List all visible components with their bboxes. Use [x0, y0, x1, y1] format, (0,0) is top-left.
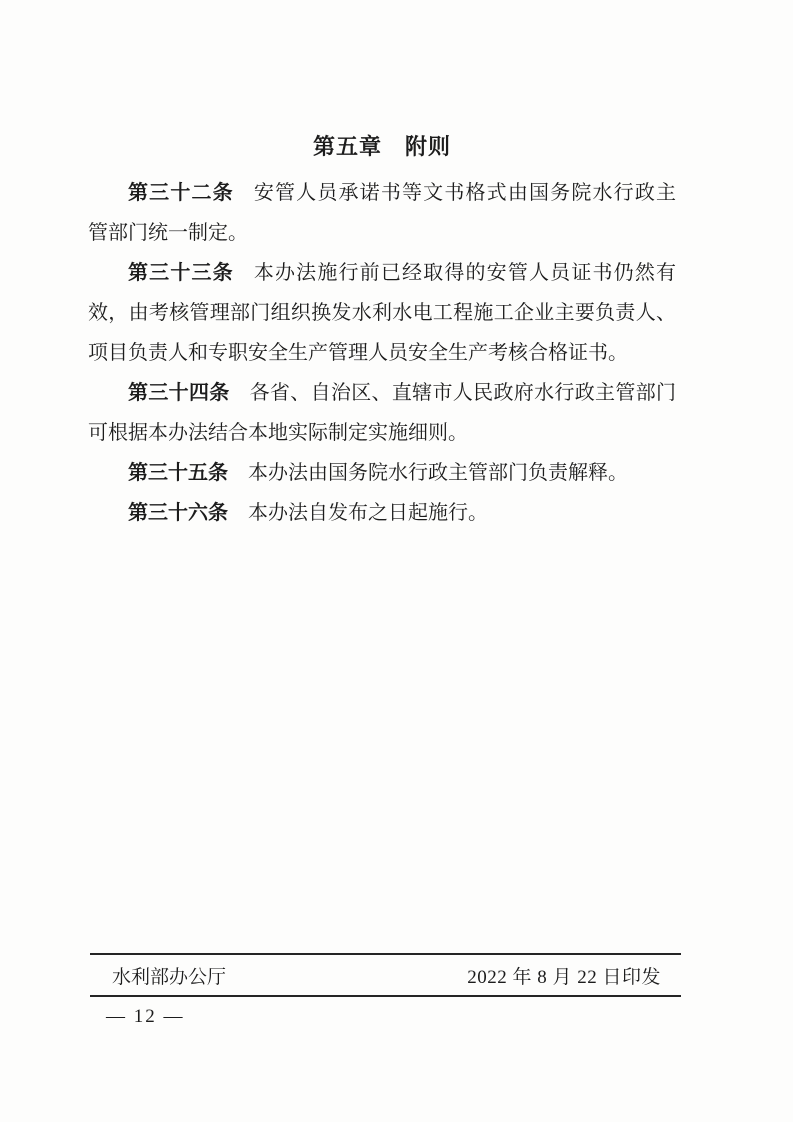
issuing-office-label: 水利部办公厅	[112, 966, 227, 988]
article-line	[88, 173, 676, 213]
article-line: 效，由考核管理部门组织换发水利水电工程施工企业主要负责人、	[88, 302, 676, 324]
article-text: 本办法施行前已经取得的安管人员证书仍然有	[253, 262, 677, 284]
article-number: 第三十六条	[128, 502, 228, 524]
article-text: 本办法由国务院水行政主管部门负责解释。	[248, 462, 628, 484]
article-number: 第三十五条	[128, 462, 228, 484]
article-line: 项目负责人和专职安全生产管理人员安全生产考核合格证书。	[88, 342, 628, 364]
article-line: 可根据本办法结合本地实际制定实施细则。	[88, 422, 468, 444]
article-line	[88, 453, 676, 493]
article-number: 第三十二条	[128, 182, 234, 204]
page-number: — 12 —	[106, 1006, 185, 1027]
article-line: 管部门统一制定。	[88, 222, 248, 244]
article-36	[88, 493, 676, 533]
article-35	[88, 453, 676, 493]
article-line	[88, 493, 676, 533]
article-line	[88, 373, 676, 413]
article-text: 安管人员承诺书等文书格式由国务院水行政主	[253, 182, 677, 204]
article-number: 第三十三条	[128, 262, 234, 284]
article-34	[88, 373, 676, 453]
print-date-label: 2022 年 8 月 22 日印发	[467, 966, 661, 988]
chapter-title: 第五章 附则	[312, 134, 451, 159]
article-line	[88, 253, 676, 293]
footer-imprint-bar	[90, 953, 681, 997]
article-32	[88, 173, 676, 253]
article-number: 第三十四条	[128, 382, 230, 404]
document-body	[88, 133, 676, 533]
article-text: 各省、自治区、直辖市人民政府水行政主管部门	[249, 382, 677, 404]
article-text: 本办法自发布之日起施行。	[248, 502, 488, 524]
article-33	[88, 253, 676, 373]
